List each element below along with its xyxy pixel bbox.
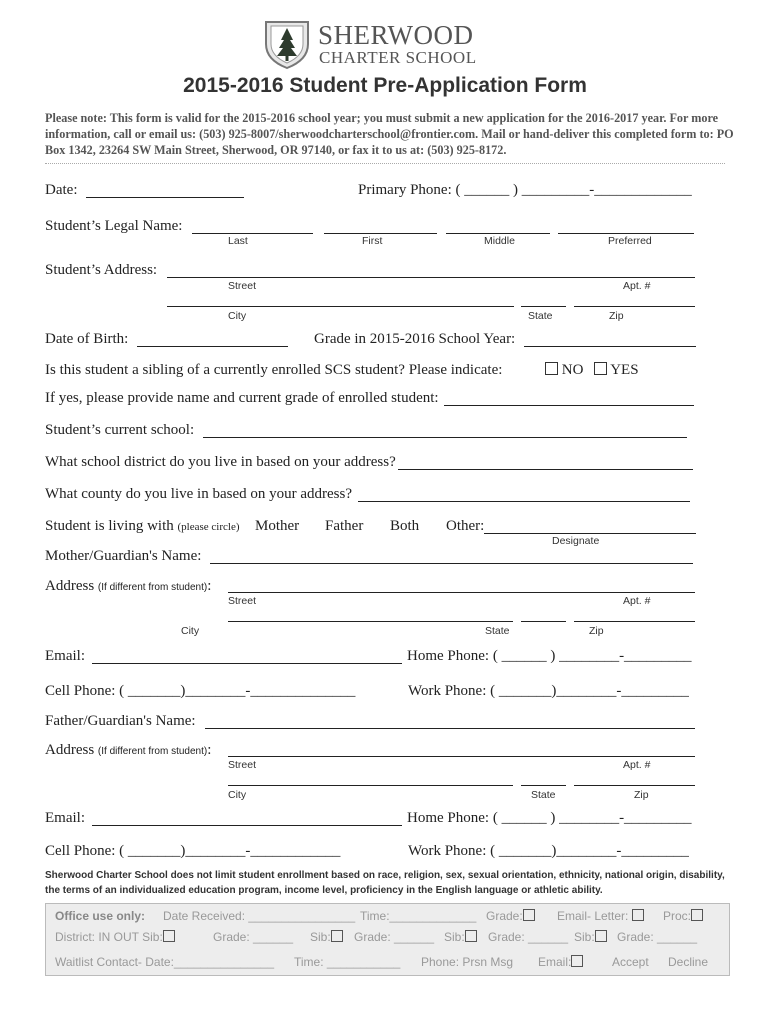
- father-street-caption: Street: [228, 759, 257, 771]
- address-word: Address: [45, 578, 95, 594]
- father-apt-caption: Apt. #: [623, 759, 651, 771]
- form-note: Please note: This form is valid for the 2015-2016 school year; you must submit a new application for the 2016-2017 year. For more information, call or email us: (503) 925-8007/sherwoodcharterschool@frontier.com. Mail or hand-deliver this completed form to: PO Box 1342, 23264 SW Main Street, Sherwood, OR 97140, or fax it to us at: (503) 925-8172.: [45, 111, 734, 157]
- office-proc: [663, 909, 706, 923]
- current-school-field[interactable]: [203, 437, 687, 438]
- if-different-note: (If different from student): [97, 746, 208, 757]
- city-field[interactable]: [167, 306, 514, 307]
- date-label: Date:: [45, 182, 78, 198]
- office-accept[interactable]: Accept: [612, 955, 649, 969]
- email-letter-checkbox[interactable]: [632, 909, 644, 921]
- date-field[interactable]: [86, 197, 244, 198]
- sib-checkbox-4[interactable]: [595, 930, 607, 942]
- office-proc-label: Proc:: [663, 909, 692, 923]
- office-email-letter: [557, 909, 647, 923]
- sib-checkbox-1[interactable]: [163, 930, 175, 942]
- address-label: Student’s Address:: [45, 262, 158, 278]
- sib-checkbox-3[interactable]: [465, 930, 477, 942]
- office-grade-blank-3: Grade: ______: [488, 930, 569, 944]
- mother-name-label: Mother/Guardian's Name:: [45, 548, 202, 564]
- sib-checkbox-2[interactable]: [331, 930, 343, 942]
- office-sib-2: [310, 930, 346, 944]
- father-home-phone-field[interactable]: Home Phone: ( ______ ) ________-_________: [407, 810, 692, 826]
- grade-checkbox[interactable]: [523, 909, 535, 921]
- option-other[interactable]: Other:: [446, 518, 485, 534]
- school-logo: [262, 18, 512, 70]
- mother-cell-phone-field[interactable]: Cell Phone: ( _______)________-______________: [45, 683, 356, 699]
- office-waitlist: Waitlist Contact- Date:_______________: [55, 955, 275, 969]
- shield-tree-icon: [262, 18, 312, 70]
- office-email-label: Email:: [538, 955, 572, 969]
- preferred-name-field[interactable]: [558, 233, 694, 234]
- yes-checkbox[interactable]: [594, 362, 607, 375]
- logo-line-1: SHERWOOD: [318, 20, 474, 50]
- father-address-label: [45, 742, 211, 759]
- designate-caption: Designate: [552, 535, 600, 547]
- father-state-field[interactable]: [521, 785, 566, 786]
- first-caption: First: [362, 235, 383, 247]
- colon: :: [207, 578, 212, 594]
- office-grade-blank-4: Grade: ______: [617, 930, 698, 944]
- father-zip-caption: Zip: [634, 789, 649, 801]
- colon: :: [207, 742, 212, 758]
- office-sib-label: Sib:: [310, 930, 331, 944]
- office-use-box: [45, 903, 730, 976]
- grade-field[interactable]: [524, 346, 696, 347]
- father-street-field[interactable]: [228, 756, 695, 757]
- legal-name-label: Student’s Legal Name:: [45, 218, 183, 234]
- option-both[interactable]: Both: [390, 518, 420, 534]
- dob-label: Date of Birth:: [45, 331, 129, 347]
- street-caption: Street: [228, 280, 257, 292]
- divider: [45, 163, 725, 164]
- district-label: What school district do you live in based on your address?: [45, 454, 396, 470]
- mother-work-phone-field[interactable]: Work Phone: ( _______)________-_________: [408, 683, 689, 699]
- no-option[interactable]: [544, 362, 583, 379]
- office-sib-3: [444, 930, 480, 944]
- mother-state-caption: State: [485, 625, 510, 637]
- district-field[interactable]: [398, 469, 693, 470]
- middle-name-field[interactable]: [446, 233, 550, 234]
- office-title: Office use only:: [55, 909, 146, 923]
- yes-option[interactable]: [593, 362, 639, 379]
- office-grade: [486, 909, 538, 923]
- office-time-2: Time: ___________: [294, 955, 401, 969]
- mother-address-label: [45, 578, 211, 595]
- non-discrimination-notice: Sherwood Charter School does not limit student enrollment based on race, religion, sex, sexual orientation, ethnicity, national origin, disability, the terms of an individualized education program, income level, proficiency in the English language or athletic ability.: [45, 870, 725, 896]
- office-email-letter-label: Email- Letter:: [557, 909, 629, 923]
- mother-zip-field[interactable]: [574, 621, 695, 622]
- office-grade-blank-1: Grade: ______: [213, 930, 294, 944]
- grade-label: Grade in 2015-2016 School Year:: [314, 331, 516, 347]
- zip-field[interactable]: [574, 306, 695, 307]
- sibling-question: Is this student a sibling of a currently enrolled SCS student? Please indicate:: [45, 362, 503, 378]
- proc-checkbox[interactable]: [691, 909, 703, 921]
- mother-street-caption: Street: [228, 595, 257, 607]
- sibling-name-field[interactable]: [444, 405, 694, 406]
- apt-caption: Apt. #: [623, 280, 651, 292]
- logo-line-2: CHARTER SCHOOL: [319, 48, 477, 67]
- office-phone: Phone: Prsn Msg: [421, 955, 514, 969]
- mother-city-caption: City: [181, 625, 200, 637]
- mother-email-field[interactable]: [92, 663, 402, 664]
- first-name-field[interactable]: [324, 233, 437, 234]
- last-name-field[interactable]: [192, 233, 313, 234]
- sibling-name-label: If yes, please provide name and current grade of enrolled student:: [45, 390, 439, 406]
- primary-phone-field[interactable]: Primary Phone: ( ______ ) _________-_____________: [358, 182, 692, 198]
- dob-field[interactable]: [137, 346, 288, 347]
- father-email-field[interactable]: [92, 825, 402, 826]
- living-with-text: Student is living with: [45, 518, 174, 534]
- mother-city-field[interactable]: [228, 621, 513, 622]
- yes-label: YES: [610, 362, 639, 378]
- street-field[interactable]: [167, 277, 695, 278]
- state-field[interactable]: [521, 306, 566, 307]
- no-label: NO: [561, 362, 584, 378]
- office-date-received: Date Received: ________________: [163, 909, 356, 923]
- form-title: 2015-2016 Student Pre-Application Form: [183, 74, 587, 97]
- father-cell-phone-field[interactable]: Cell Phone: ( _______)________-____________: [45, 843, 341, 859]
- middle-caption: Middle: [484, 235, 515, 247]
- office-grade-blank-2: Grade: ______: [354, 930, 435, 944]
- option-mother[interactable]: Mother: [255, 518, 300, 534]
- county-label: What county do you live in based on your address?: [45, 486, 353, 502]
- mother-street-field[interactable]: [228, 592, 695, 593]
- mother-state-field[interactable]: [521, 621, 566, 622]
- office-sib-label: Sib:: [444, 930, 465, 944]
- office-decline[interactable]: Decline: [668, 955, 709, 969]
- office-email-checkbox[interactable]: [571, 955, 583, 967]
- office-district-label: District: IN OUT Sib:: [55, 930, 163, 944]
- if-different-note: (If different from student): [97, 582, 208, 593]
- county-field[interactable]: [358, 501, 690, 502]
- last-caption: Last: [228, 235, 248, 247]
- office-sib-4: [574, 930, 610, 944]
- mother-apt-caption: Apt. #: [623, 595, 651, 607]
- office-sib-label: Sib:: [574, 930, 595, 944]
- father-zip-field[interactable]: [574, 785, 695, 786]
- office-email: [538, 955, 586, 969]
- other-field[interactable]: [484, 533, 696, 534]
- office-grade-label: Grade:: [486, 909, 523, 923]
- mother-home-phone-field[interactable]: Home Phone: ( ______ ) ________-_________: [407, 648, 692, 664]
- father-name-field[interactable]: [205, 728, 695, 729]
- office-time: Time:_____________: [360, 909, 477, 923]
- city-caption: City: [228, 310, 247, 322]
- living-with-label: [45, 518, 240, 535]
- mother-name-field[interactable]: [210, 563, 693, 564]
- father-city-field[interactable]: [228, 785, 513, 786]
- current-school-label: Student’s current school:: [45, 422, 195, 438]
- no-checkbox[interactable]: [545, 362, 558, 375]
- mother-zip-caption: Zip: [589, 625, 604, 637]
- mother-email-label: Email:: [45, 648, 85, 664]
- address-word: Address: [45, 742, 95, 758]
- father-name-label: Father/Guardian's Name:: [45, 713, 196, 729]
- father-city-caption: City: [228, 789, 247, 801]
- please-circle-note: (please circle): [177, 521, 240, 533]
- option-father[interactable]: Father: [325, 518, 364, 534]
- father-state-caption: State: [531, 789, 556, 801]
- zip-caption: Zip: [609, 310, 624, 322]
- father-work-phone-field[interactable]: Work Phone: ( _______)________-_________: [408, 843, 689, 859]
- preferred-caption: Preferred: [608, 235, 652, 247]
- father-email-label: Email:: [45, 810, 85, 826]
- office-district: [55, 930, 178, 944]
- state-caption: State: [528, 310, 553, 322]
